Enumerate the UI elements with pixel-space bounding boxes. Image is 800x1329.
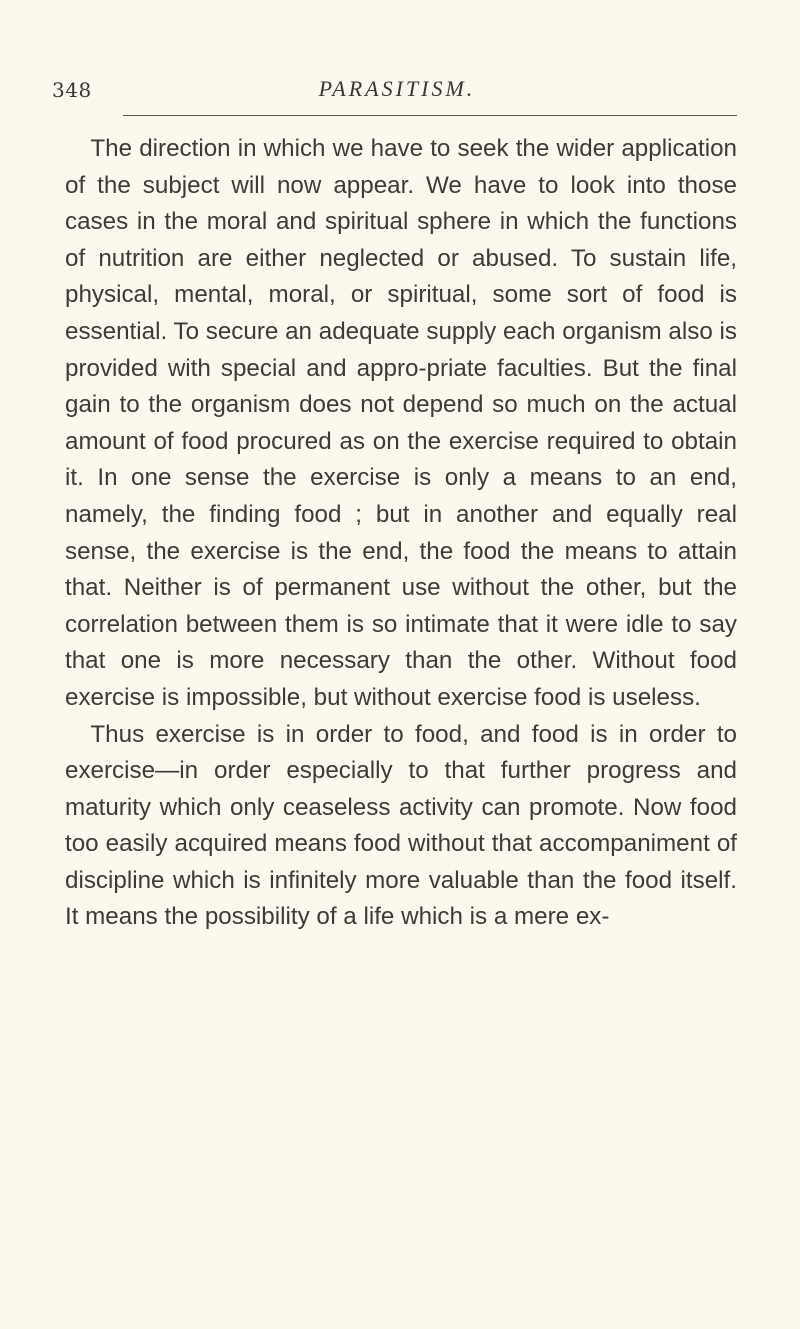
paragraph-2: Thus exercise is in order to food, and food is in order to exercise—in order especially to that further progress and maturity which only ceaseless activity can promote. Now food too easily acquired means food without that accompaniment of discipline which is infinitely more valuable than the food itself. It means the possibility of a life which is a mere ex-: [65, 720, 737, 931]
running-head: [52, 74, 742, 108]
header-rule: [123, 115, 737, 116]
page-number: 348: [52, 78, 92, 102]
running-title: PARASITISM.: [318, 76, 476, 101]
paragraph-1: The direction in which we have to seek the wider application of the subject will now appear. We have to look into those cases in the moral and spiritual sphere in which the functions of nutrition are either neglected or abused. To sustain life, physical, mental, moral, or spiritual, some sort of food is essential. To secure an adequate supply each organism also is provided with special and appro-priate faculties. But the final gain to the organism does not depend so much on the actual amount of food procured as on the exercise required to obtain it. In one sense the exercise is only a means to an end, namely, the finding food ; but in another and equally real sense, the exercise is the end, the food the means to attain that. Neither is of permanent use without the other, but the correlation between them is so intimate that it were idle to say that one is more necessary than the other. Without food exercise is impossible, but without exercise food is useless.: [65, 135, 737, 711]
body-text: [65, 131, 737, 936]
